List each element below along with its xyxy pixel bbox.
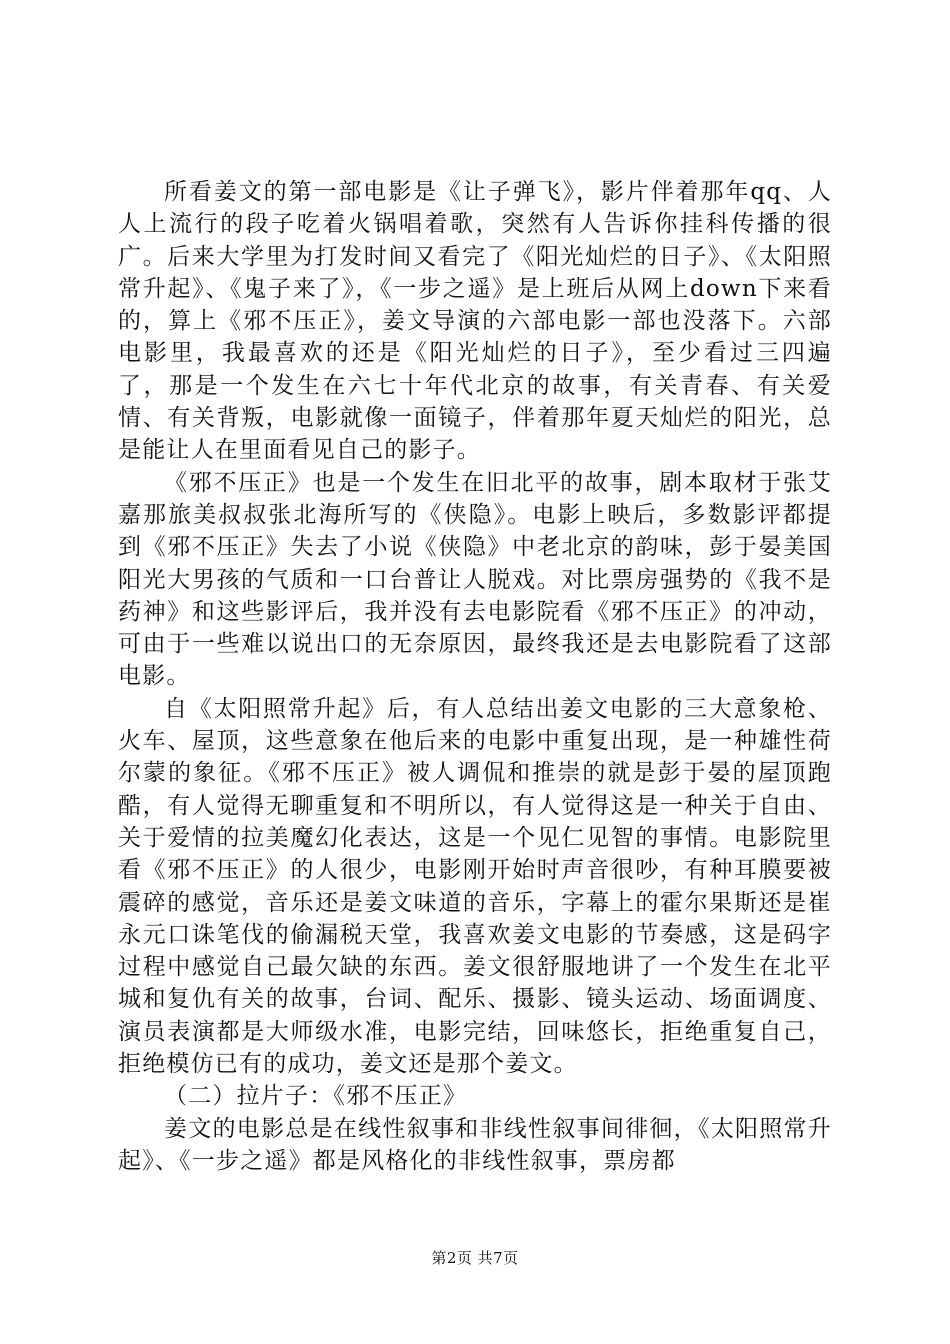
- paragraph-2: 《邪不压正》也是一个发生在旧北平的故事，剧本取材于张艾嘉那旅美叔叔张北海所写的《侠隐》。电影上映后，多数影评都提到《邪不压正》失去了小说《侠隐》中老北京的韵味，彭于晏美国阳光大男孩的气质和一口台普让人脱戏。对比票房强势的《我不是药神》和这些影评后，我并没有去电影院看《邪不压正》的冲动，可由于一些难以说出口的无奈原因，最终我还是去电影院看了这部电影。: [118, 469, 832, 690]
- paragraph-1: 所看姜文的第一部电影是《让子弹飞》，影片伴着那年qq、人人上流行的段子吃着火锅唱着歌，突然有人告诉你挂科传播的很广。后来大学里为打发时间又看完了《阳光灿烂的日子》、《太阳照常升起》、《鬼子来了》，《一步之遥》是上班后从网上down下来看的，算上《邪不压正》，姜文导演的六部电影一部也没落下。六部电影里，我最喜欢的还是《阳光灿烂的日子》，至少看过三四遍了，那是一个发生在六七十年代北京的故事，有关青春、有关爱情、有关背叛，电影就像一面镜子，伴着那年夏天灿烂的阳光，总是能让人在里面看见自己的影子。: [118, 179, 832, 464]
- document-body: [118, 176, 832, 1177]
- paragraph-3: 自《太阳照常升起》后，有人总结出姜文电影的三大意象枪、火车、屋顶，这些意象在他后来的电影中重复出现，是一种雄性荷尔蒙的象征。《邪不压正》被人调侃和推崇的就是彭于晏的屋顶跑酷，有人觉得无聊重复和不明所以，有人觉得这是一种关于自由、关于爱情的拉美魔幻化表达，这是一个见仁见智的事情。电影院里看《邪不压正》的人很少，电影刚开始时声音很吵，有种耳膜要被震碎的感觉，音乐还是姜文味道的音乐，字幕上的霍尔果斯还是崔永元口诛笔伐的偷漏税天堂，我喜欢姜文电影的节奏感，这是码字过程中感觉自己最欠缺的东西。姜文很舒服地讲了一个发生在北平城和复仇有关的故事，台词、配乐、摄影、镜头运动、场面调度、演员表演都是大师级水准，电影完结，回味悠长，拒绝重复自己，拒绝模仿已有的成功，姜文还是那个姜文。: [118, 695, 832, 1078]
- paragraph-4: 姜文的电影总是在线性叙事和非线性叙事间徘徊，《太阳照常升起》、《一步之遥》都是风格化的非线性叙事，票房都: [118, 1115, 832, 1174]
- section-heading: （二）拉片子：《邪不压正》: [164, 1083, 468, 1110]
- page-number-footer: 第2页 共7页: [431, 1249, 519, 1267]
